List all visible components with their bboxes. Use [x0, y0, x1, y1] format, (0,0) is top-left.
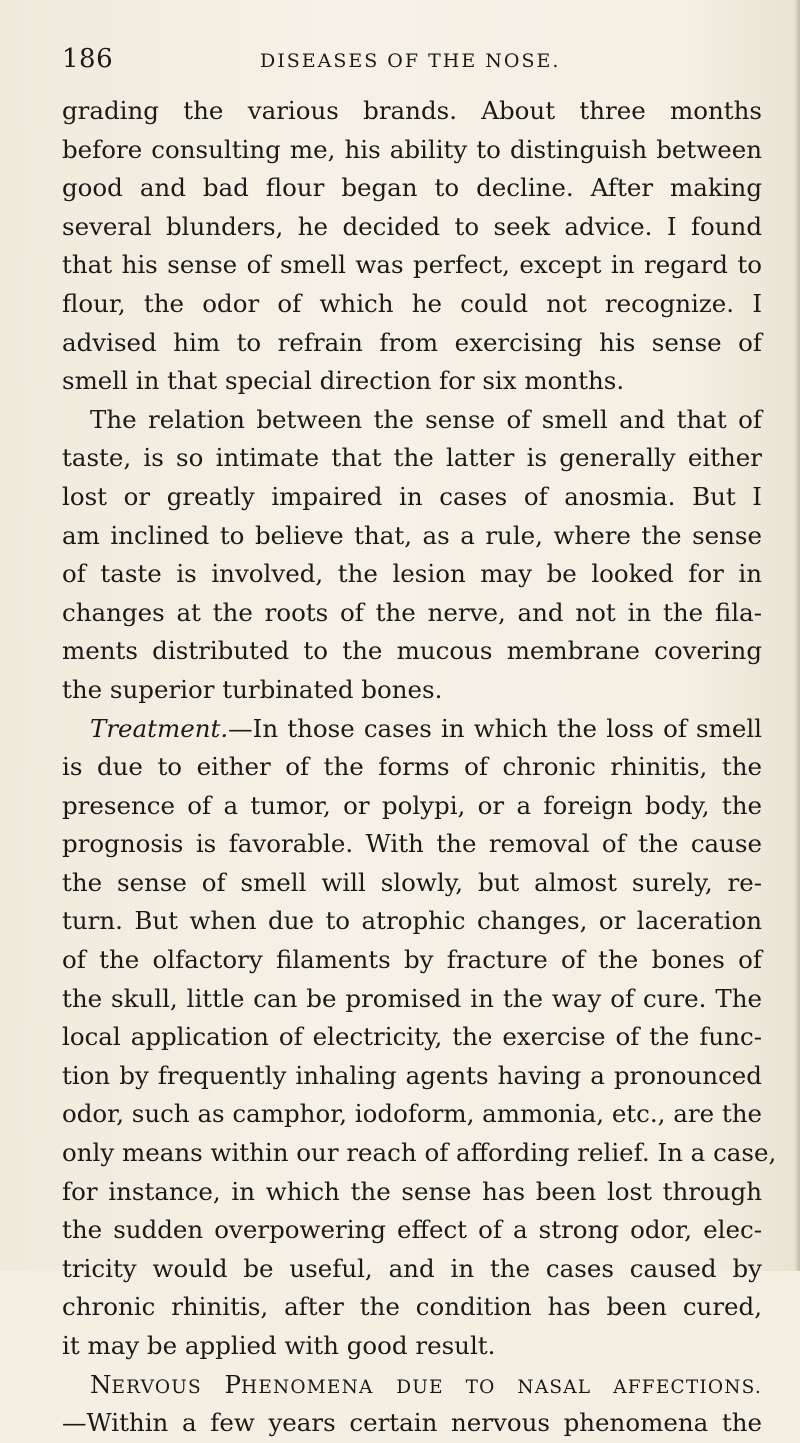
text-line: good and bad flour began to decline. After making — [62, 173, 762, 203]
text-line: of taste is involved, the lesion may be looked for in — [62, 559, 762, 589]
text-line: flour, the odor of which he could not recognize. I — [62, 288, 762, 318]
text-line: advised him to refrain from exercising his sense of — [62, 327, 762, 357]
text-line: it may be applied with good result. — [62, 1331, 496, 1360]
text-line: that his sense of smell was perfect, except in regard to — [62, 250, 762, 280]
text-line: smell in that special direction for six months. — [62, 366, 625, 396]
text-line: The relation between the sense of smell and that of — [90, 404, 762, 434]
text-line: ments distributed to the mucous membrane covering — [62, 636, 762, 666]
text-line: presence of a tumor, or polypi, or a foreign body, the — [62, 790, 762, 820]
heading-word: ERVOUS — [111, 1376, 202, 1398]
running-head: DISEASES OF THE NOSE. — [260, 50, 561, 72]
section-heading — [62, 1366, 762, 1405]
text-line: of the olfactory filaments by fracture of the bones of — [62, 945, 762, 975]
text-line: the sudden overpowering effect of a strong odor, elec- — [62, 1215, 762, 1245]
text-line: the sense of smell will slowly, but almost surely, re- — [62, 867, 762, 897]
treatment-line — [62, 710, 762, 749]
treatment-line-rest: —In those cases in which the loss of smell — [228, 713, 762, 743]
text-line: several blunders, he decided to seek advice. I found — [62, 211, 762, 241]
text-line: tricity would be useful, and in the cases caused by — [62, 1253, 762, 1283]
page-number: 186 — [62, 44, 114, 74]
text-line: before consulting me, his ability to distinguish between — [62, 134, 762, 164]
text-line: the superior turbinated bones. — [62, 674, 443, 704]
text-line: —Within a few years certain nervous phenomena the — [62, 1408, 762, 1438]
heading-initial: P — [224, 1369, 241, 1399]
heading-word: HENOMENA — [241, 1376, 374, 1398]
text-line: the skull, little can be promised in the way of cure. The — [62, 983, 762, 1013]
text-line: local application of electricity, the exercise of the func- — [62, 1022, 762, 1052]
text-line: prognosis is favorable. With the removal of the cause — [62, 829, 762, 859]
body-text — [62, 92, 777, 1443]
text-line: chronic rhinitis, after the condition has been cured, — [62, 1292, 762, 1322]
text-line: for instance, in which the sense has been lost through — [62, 1176, 762, 1206]
heading-rest: DUE TO NASAL AFFECTIONS. — [396, 1376, 762, 1398]
text-line: lost or greatly impaired in cases of anosmia. But I — [62, 481, 762, 511]
text-line: taste, is so intimate that the latter is generally either — [62, 443, 762, 473]
text-line: is due to either of the forms of chronic rhinitis, the — [62, 752, 762, 782]
text-line: odor, such as camphor, iodoform, ammonia, etc., are the — [62, 1099, 762, 1129]
text-line: tion by frequently inhaling agents having a pronounced — [62, 1060, 762, 1090]
text-line: turn. But when due to atrophic changes, or laceration — [62, 906, 762, 936]
heading-initial: N — [90, 1369, 112, 1399]
text-line: am inclined to believe that, as a rule, where the sense — [62, 520, 762, 550]
page-edge-shadow — [794, 0, 800, 1271]
text-line: grading the various brands. About three months — [62, 96, 762, 125]
text-line: changes at the roots of the nerve, and not in the fila- — [62, 597, 762, 627]
treatment-label: Treatment. — [90, 713, 229, 743]
page-header — [62, 44, 762, 80]
text-line: only means within our reach of affording relief. In a case, — [62, 1138, 777, 1168]
